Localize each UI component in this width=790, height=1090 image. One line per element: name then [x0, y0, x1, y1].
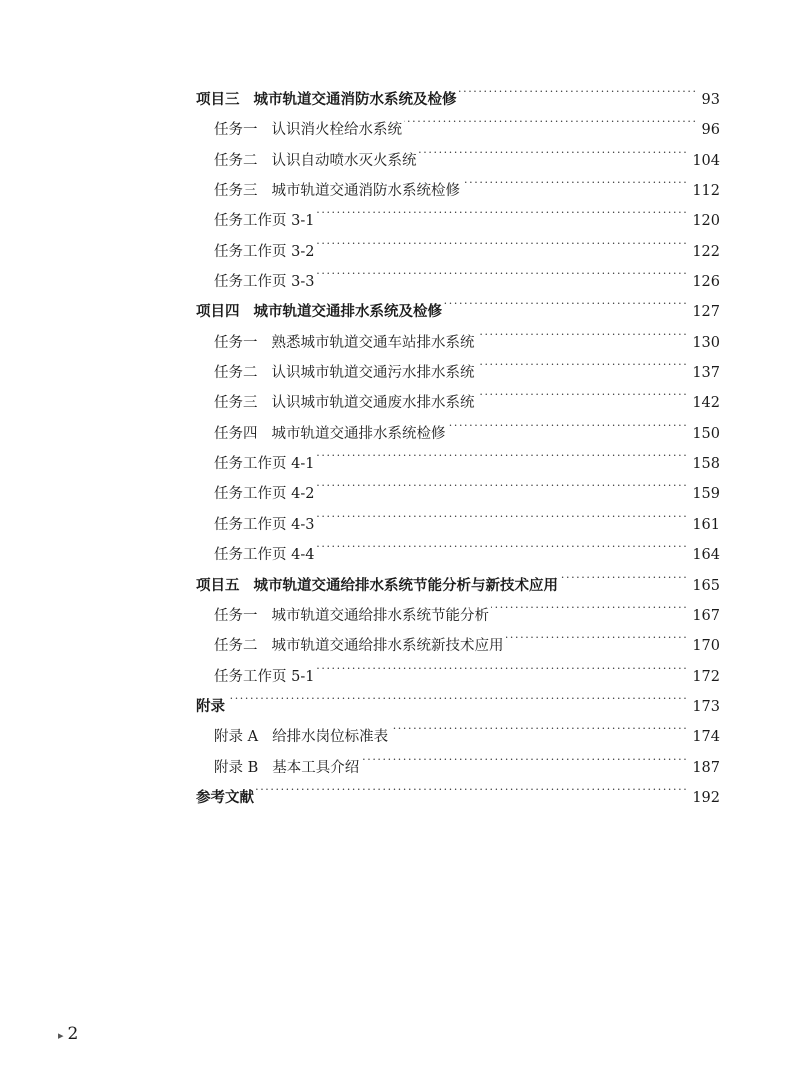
toc-entry-number: 任务三	[214, 183, 258, 200]
toc-page-number: 130	[692, 334, 720, 351]
toc-entry-title: 城市轨道交通排水系统及检修	[253, 304, 442, 321]
toc-entry-title: 任务工作页 4-1	[214, 456, 315, 473]
toc-entry-label	[196, 692, 225, 722]
dot-leader	[506, 620, 689, 650]
toc-entry-number: 任务三	[214, 395, 258, 412]
toc-entry-number: 任务一	[214, 607, 258, 624]
toc-entry-label	[214, 328, 475, 358]
page-footer	[58, 1024, 78, 1044]
toc-entry-label	[214, 601, 489, 631]
toc-entry-title: 任务工作页 3-3	[214, 274, 315, 291]
dot-leader	[491, 590, 688, 620]
toc-entry-label	[214, 388, 475, 418]
toc-entry-number: 项目四	[196, 304, 240, 321]
toc-entry-label	[214, 510, 314, 540]
toc-page-number: 158	[692, 456, 720, 473]
toc-page-number: 164	[692, 547, 720, 564]
toc-entry-number: 任务一	[214, 122, 258, 139]
dot-leader	[477, 347, 689, 377]
dot-leader	[316, 226, 688, 256]
dot-leader	[404, 104, 698, 134]
dot-leader	[227, 681, 688, 711]
toc-entry-number: 任务二	[214, 365, 258, 382]
toc-entry-title: 任务工作页 4-4	[214, 547, 315, 564]
toc-page-number: 167	[692, 607, 720, 624]
dot-leader	[316, 651, 688, 681]
toc-entry-title: 认识城市轨道交通污水排水系统	[271, 365, 475, 382]
dot-leader	[419, 135, 689, 165]
dot-leader	[256, 772, 688, 802]
toc-entry-label	[214, 146, 417, 176]
dot-leader	[462, 165, 688, 195]
toc-entry-label	[196, 783, 254, 813]
dot-leader	[390, 711, 688, 741]
toc-page-number: 96	[701, 122, 720, 139]
dot-leader	[448, 408, 689, 438]
dot-leader	[316, 529, 688, 559]
toc-entry-label	[196, 297, 442, 327]
toc-page-number: 187	[692, 759, 720, 776]
toc-entry-row[interactable]	[196, 711, 720, 746]
toc-entry-title: 任务工作页 4-2	[214, 486, 315, 503]
toc-entry-label	[214, 267, 314, 297]
toc-page-number: 126	[692, 274, 720, 291]
toc-entry-label	[214, 358, 475, 388]
toc-page-number: 170	[692, 638, 720, 655]
toc-entry-label	[214, 449, 314, 479]
dot-leader	[560, 560, 688, 590]
toc-page-number: 150	[692, 425, 720, 442]
toc-page-number: 159	[692, 486, 720, 503]
toc-entry-label	[214, 479, 314, 509]
dot-leader	[316, 499, 688, 529]
toc-entry-title: 认识自动喷水灭火系统	[271, 152, 417, 169]
table-of-contents	[196, 74, 720, 806]
toc-page-number: 104	[692, 152, 720, 169]
toc-chapter-row[interactable]	[196, 681, 720, 715]
dot-leader	[477, 317, 689, 347]
toc-page-number: 112	[692, 183, 720, 200]
toc-entry-number: 任务二	[214, 152, 258, 169]
dot-leader	[361, 742, 688, 772]
toc-page-number: 142	[692, 395, 720, 412]
toc-page-number: 93	[701, 92, 720, 108]
toc-entry-label	[214, 237, 314, 267]
toc-entry-number: 项目三	[196, 92, 240, 108]
toc-entry-title: 城市轨道交通给排水系统节能分析与新技术应用	[253, 577, 558, 594]
toc-entry-number: 任务二	[214, 638, 258, 655]
toc-entry-label	[214, 540, 314, 570]
toc-entry-title: 认识城市轨道交通废水排水系统	[271, 395, 475, 412]
page-number: 2	[67, 1024, 79, 1044]
toc-entry-number: 项目五	[196, 577, 240, 594]
toc-page-number: 174	[692, 729, 720, 746]
toc-entry-title: 给排水岗位标准表	[272, 729, 389, 746]
toc-entry-number: 附录 A	[214, 729, 259, 746]
toc-page-number: 120	[692, 213, 720, 230]
dot-leader	[316, 195, 688, 225]
dot-leader	[459, 74, 698, 104]
toc-entry-title: 城市轨道交通消防水系统检修	[271, 183, 460, 200]
toc-page-number: 165	[692, 577, 720, 594]
toc-chapter-row[interactable]	[196, 772, 720, 806]
toc-entry-label	[214, 206, 314, 236]
toc-page-number: 173	[692, 698, 720, 715]
toc-entry-title: 城市轨道交通给排水系统节能分析	[271, 607, 489, 624]
dot-leader	[316, 468, 688, 498]
toc-page-number: 172	[692, 668, 720, 685]
toc-page-number: 192	[692, 789, 720, 806]
toc-page-number: 161	[692, 516, 720, 533]
toc-entry-title: 城市轨道交通消防水系统及检修	[253, 92, 457, 108]
toc-entry-title: 任务工作页 5-1	[214, 668, 315, 685]
toc-page-number: 122	[692, 243, 720, 260]
dot-leader	[316, 438, 688, 468]
toc-entry-title: 任务工作页 4-3	[214, 516, 315, 533]
toc-entry-number: 附录 B	[214, 759, 259, 776]
toc-entry-title: 熟悉城市轨道交通车站排水系统	[271, 334, 475, 351]
arrow-marker-icon: ▸	[58, 1029, 64, 1042]
dot-leader	[477, 377, 689, 407]
toc-entry-title: 参考文献	[196, 789, 254, 806]
toc-entry-title: 任务工作页 3-1	[214, 213, 315, 230]
toc-entry-title: 基本工具介绍	[272, 759, 360, 776]
toc-page-number: 137	[692, 365, 720, 382]
dot-leader	[444, 286, 688, 316]
toc-entry-label	[214, 115, 402, 145]
toc-entry-title: 城市轨道交通给排水系统新技术应用	[271, 638, 504, 655]
toc-chapter-row[interactable]	[196, 74, 720, 108]
toc-entry-number: 任务四	[214, 425, 258, 442]
dot-leader	[316, 256, 688, 286]
toc-page-number: 127	[692, 304, 720, 321]
toc-entry-title: 任务工作页 3-2	[214, 243, 315, 260]
toc-entry-title: 认识消火栓给水系统	[271, 122, 402, 139]
toc-entry-title: 城市轨道交通排水系统检修	[271, 425, 446, 442]
toc-entry-title: 附录	[196, 698, 225, 715]
toc-entry-number: 任务一	[214, 334, 258, 351]
